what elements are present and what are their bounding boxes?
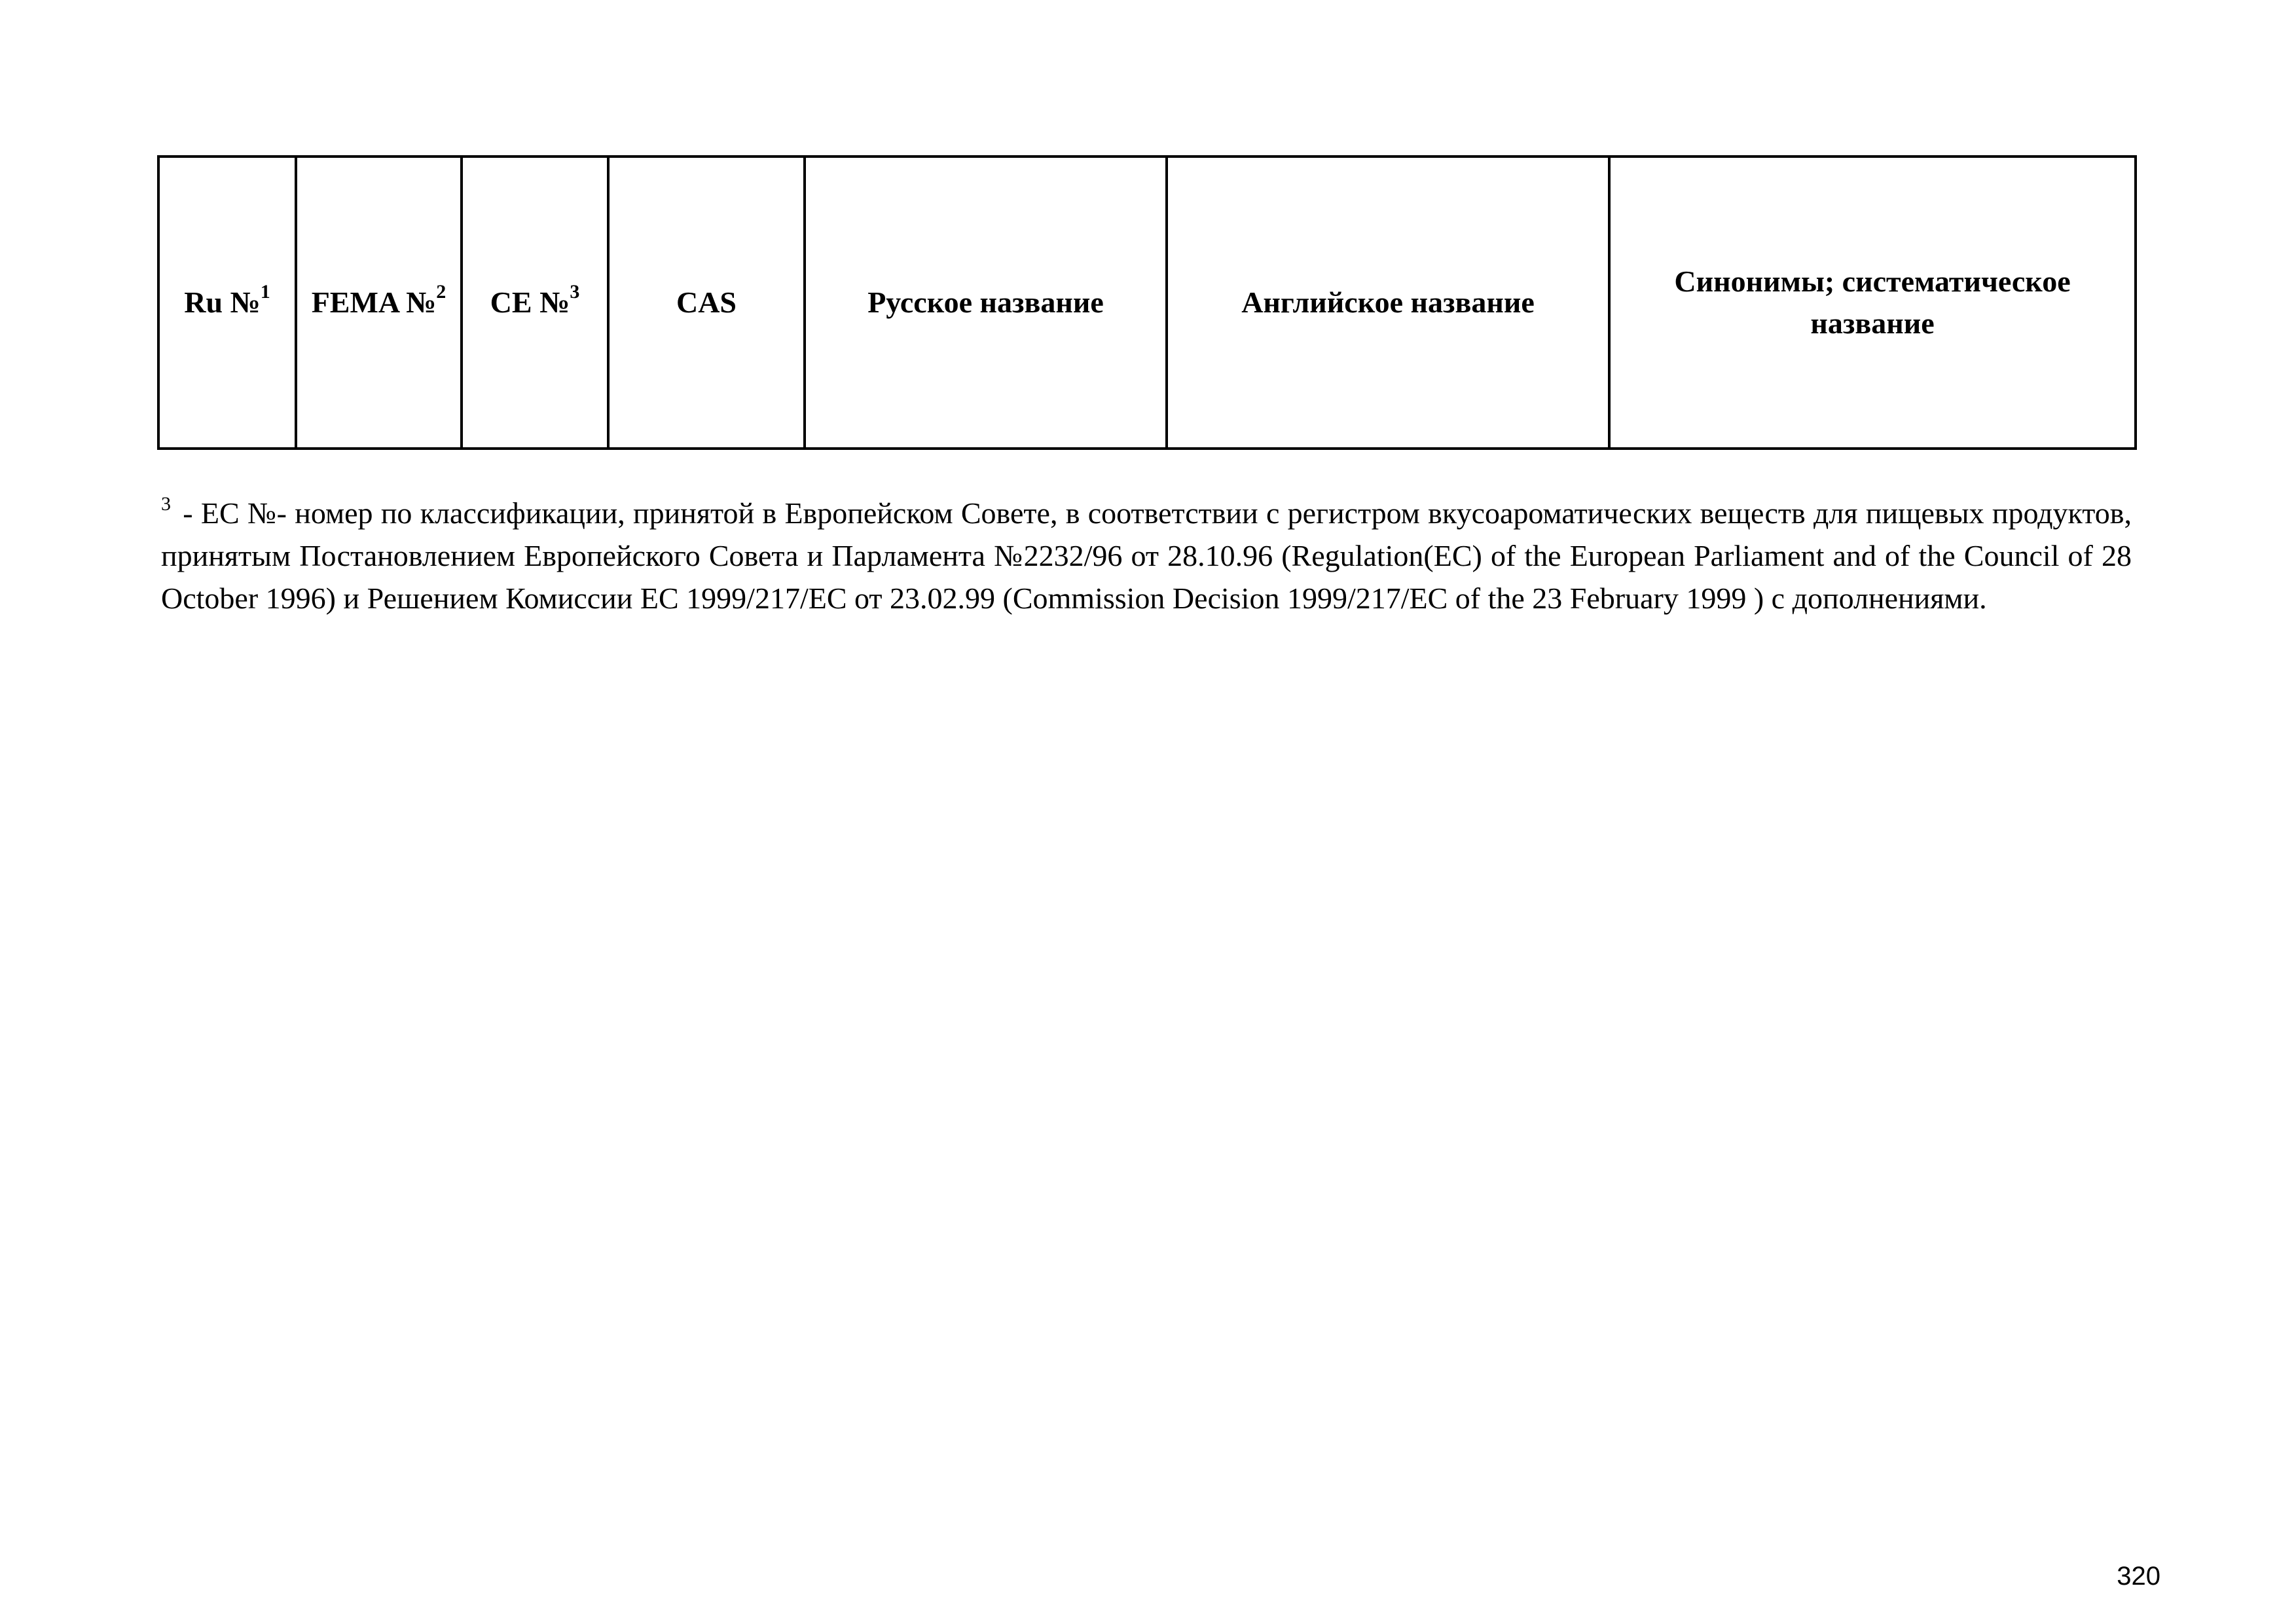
column-header-english-name: Английское название: [1167, 157, 1609, 449]
footnote-text: - ЕС №- номер по классификации, принятой в Европейском Совете, в соответствии с регистром вкусоароматических веществ для пищевых продуктов, принятым Постановлением Европейского Совета и Парламента №2232/96 от 28.10.96 (Regulation(EC) of the European Parliament and of the Council of 28 October 1996) и Решением Комиссии ЕС 1999/217/ЕС от 23.02.99 (Commission Decision 1999/217/EC of the 23 February 1999 ) с дополнениями.: [161, 496, 2132, 615]
column-header-ce-number: CE №$^3$: [462, 157, 608, 449]
column-header-cas: CAS: [608, 157, 805, 449]
footnote-marker: 3: [161, 492, 171, 515]
substance-table-header: [157, 155, 2137, 450]
footnote-3: [161, 492, 2132, 619]
column-header-ru-number: Ru №$^1$: [158, 157, 296, 449]
page-number: 320: [2117, 1562, 2160, 1591]
table-header-row: [158, 157, 2136, 449]
column-header-fema-number: FEMA №$^2$: [296, 157, 462, 449]
column-header-russian-name: Русское название: [805, 157, 1167, 449]
column-header-synonyms: Синонимы; систематическое название: [1609, 157, 2136, 449]
